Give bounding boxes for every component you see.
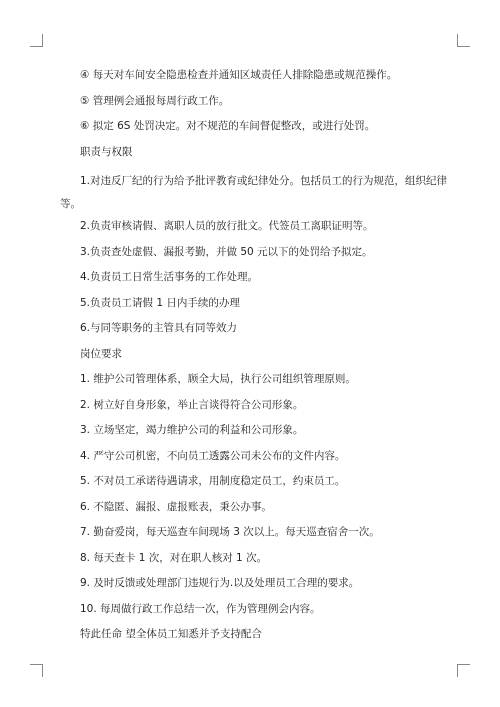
item-4: ④ 每天对车间安全隐患检查并通知区域责任人排除隐患或规范操作。 bbox=[80, 69, 398, 81]
requirement-6: 6. 不隐匿、漏报、虚报账表，秉公办事。 bbox=[80, 500, 272, 513]
duty-1-line2: 等。 bbox=[60, 198, 81, 210]
duty-6: 6.与同等职务的主管具有同等效力 bbox=[80, 322, 238, 334]
section-heading-requirements: 岗位要求 bbox=[80, 347, 122, 360]
duty-1-line1: 1.对违反厂纪的行为给予批评教育或纪律处分。包括员工的行为规范，组织纪律 bbox=[80, 175, 448, 187]
crop-mark-top-right bbox=[457, 34, 470, 47]
requirement-7: 7. 勤奋爱岗，每天巡查车间现场 3 次以上。每天巡查宿舍一次。 bbox=[80, 526, 380, 538]
requirement-5: 5. 不对员工承诺待遇请求，用制度稳定员工，约束员工。 bbox=[80, 475, 346, 487]
duty-3: 3.负责查处虚假、漏报考勤，并做 50 元以下的处罚给予拟定。 bbox=[80, 245, 373, 258]
requirement-1: 1. 维护公司管理体系，顾全大局，执行公司组织管理原则。 bbox=[80, 373, 356, 385]
requirement-9: 9. 及时反馈或处理部门违规行为.以及处理员工合理的要求。 bbox=[80, 577, 360, 589]
requirement-3: 3. 立场坚定，竭力维护公司的利益和公司形象。 bbox=[80, 424, 304, 436]
closing-statement: 特此任命 望全体员工知悉并予支持配合 bbox=[80, 628, 262, 640]
crop-mark-top-left bbox=[30, 34, 43, 47]
crop-mark-bottom-left bbox=[30, 664, 43, 677]
document-page bbox=[60, 68, 460, 653]
section-heading-duties: 职责与权限 bbox=[80, 145, 133, 158]
item-5: ⑤ 管理例会通报每周行政工作。 bbox=[80, 94, 230, 107]
duty-5: 5.负责员工请假 1 日内手续的办理 bbox=[80, 296, 240, 309]
requirement-2: 2. 树立好自身形象，举止言谈得符合公司形象。 bbox=[80, 398, 304, 411]
requirement-10: 10. 每周做行政工作总结一次，作为管理例会内容。 bbox=[80, 602, 321, 615]
duty-1 bbox=[60, 170, 460, 216]
duty-4: 4.负责员工日常生活事务的工作处理。 bbox=[80, 271, 259, 283]
duty-2: 2.负责审核请假、离职人员的放行批文。代签员工离职证明等。 bbox=[80, 220, 374, 232]
requirement-4: 4. 严守公司机密，不向员工透露公司未公布的文件内容。 bbox=[80, 449, 346, 462]
item-6: ⑥ 拟定 6S 处罚决定。对不规范的车间督促整改，或进行处罚。 bbox=[80, 120, 376, 132]
crop-mark-bottom-right bbox=[457, 664, 470, 677]
requirement-8: 8. 每天查卡 1 次，对在职人核对 1 次。 bbox=[80, 551, 268, 564]
